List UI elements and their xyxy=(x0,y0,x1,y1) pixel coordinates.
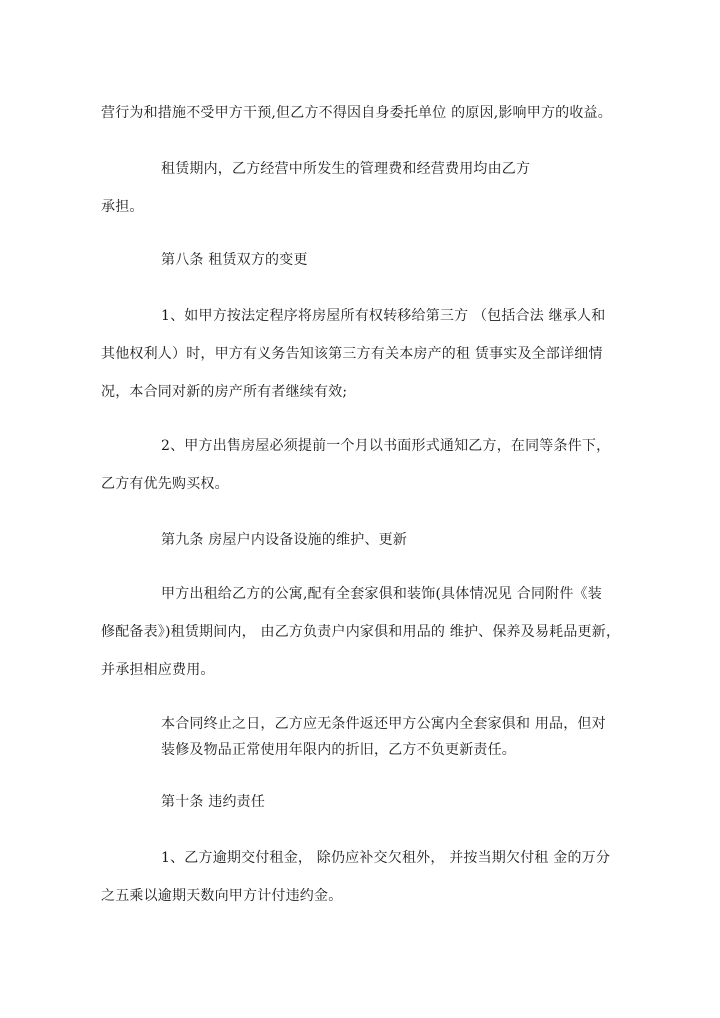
paragraph-line: 本合同终止之日，乙方应无条件返还甲方公寓内全套家俱和 用品，但对 xyxy=(161,716,606,732)
paragraph-line: 况，本合同对新的房产所有者继续有效; xyxy=(101,384,348,400)
paragraph-line: 乙方有优先购买权。 xyxy=(101,476,229,492)
paragraph-line: 修配备表》)租赁期间内， 由乙方负责户内家俱和用品的 维护、保养及易耗品更新， xyxy=(101,624,621,640)
paragraph-line: 1、如甲方按法定程序将房屋所有权转移给第三方 （包括合法 继承人和 xyxy=(161,308,606,324)
paragraph-line: 之五乘以逾期天数向甲方计付违约金。 xyxy=(101,888,343,904)
section-heading: 第十条 违约责任 xyxy=(161,794,266,810)
paragraph-line: 1、乙方逾期交付租金， 除仍应补交欠租外， 并按当期欠付租 金的万分 xyxy=(161,850,611,866)
paragraph-line: 租赁期内，乙方经营中所发生的管理费和经营费用均由乙方 xyxy=(161,161,531,177)
paragraph-line: 其他权利人）时，甲方有义务告知该第三方有关本房产的租 赁事实及全部详细情 xyxy=(101,346,603,362)
section-heading: 第八条 租赁双方的变更 xyxy=(161,252,308,268)
paragraph-line: 承担。 xyxy=(101,199,144,215)
paragraph-line: 并承担相应费用。 xyxy=(101,662,215,678)
paragraph-line: 甲方出租给乙方的公寓,配有全套家俱和装饰(具体情况见 合同附件《装 xyxy=(161,586,602,602)
section-heading: 第九条 房屋户内设备设施的维护、更新 xyxy=(161,532,408,548)
paragraph-line: 2、甲方出售房屋必须提前一个月以书面形式通知乙方，在同等条件下， xyxy=(161,438,611,454)
paragraph-line: 营行为和措施不受甲方干预,但乙方不得因自身委托单位 的原因,影响甲方的收益。 xyxy=(101,105,612,121)
paragraph-line: 装修及物品正常使用年限内的折旧，乙方不负更新责任。 xyxy=(161,742,516,758)
